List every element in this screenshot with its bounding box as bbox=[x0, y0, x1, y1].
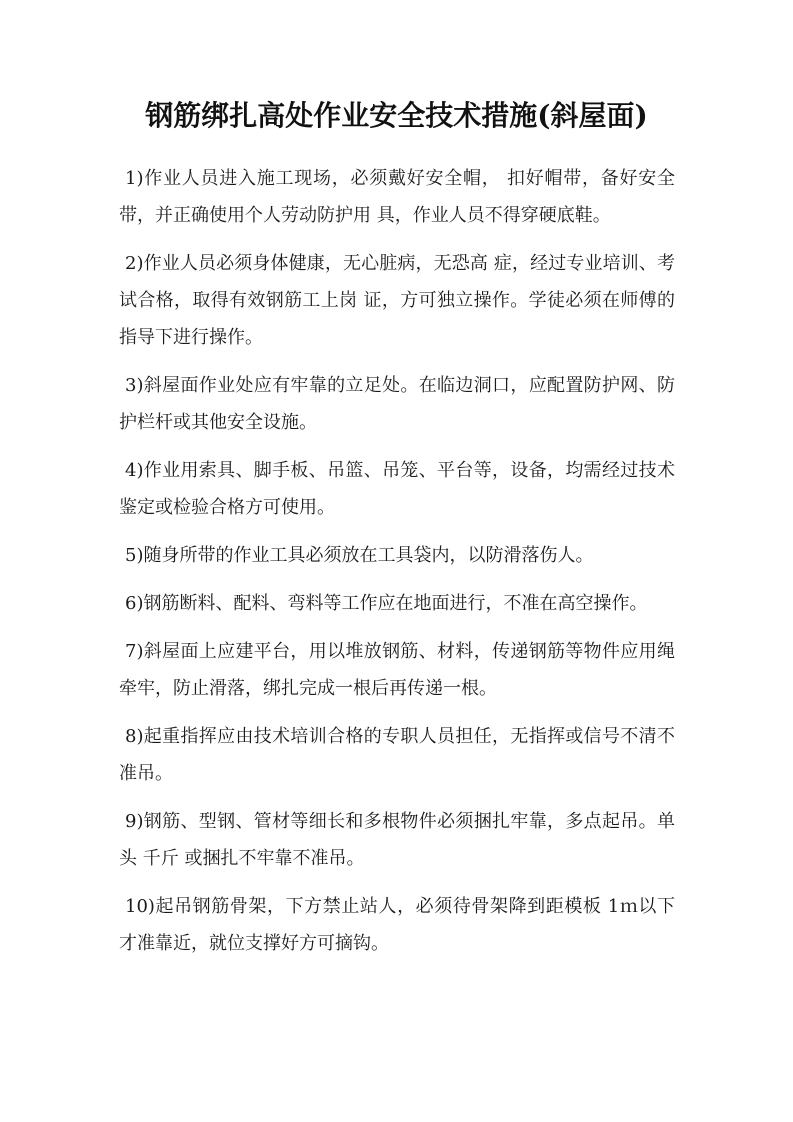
paragraph-2: 2)作业人员必须身体健康，无心脏病，无恐高 症，经过专业培训、考试合格，取得有效钢筋工上岗 证，方可独立操作。学徒必须在师傅的指导下进行操作。 bbox=[119, 253, 675, 348]
document-body bbox=[119, 160, 675, 973]
paragraph-9: 9)钢筋、型钢、管材等细长和多根物件必须捆扎牢靠，多点起吊。单头 千斤 或捆扎不牢靠不准吊。 bbox=[119, 811, 675, 869]
document-title: 钢筋绑扎高处作业安全技术措施(斜屋面) bbox=[145, 99, 648, 132]
paragraph-8: 8)起重指挥应由技术培训合格的专职人员担任，无指挥或信号不清不准吊。 bbox=[119, 726, 675, 784]
paragraph-6: 6)钢筋断料、配料、弯料等工作应在地面进行，不准在高空操作。 bbox=[125, 593, 648, 614]
paragraph-5: 5)随身所带的作业工具必须放在工具袋内，以防滑落伤人。 bbox=[125, 545, 594, 566]
paragraph-3: 3)斜屋面作业处应有牢靠的立足处。在临边洞口，应配置防护网、防护栏杆或其他安全设施。 bbox=[119, 375, 675, 433]
paragraph-4: 4)作业用索具、脚手板、吊篮、吊笼、平台等，设备，均需经过技术鉴定或检验合格方可使用。 bbox=[119, 460, 675, 518]
paragraph-10: 10)起吊钢筋骨架，下方禁止站人，必须待骨架降到距模板 1ｍ以下才准靠近，就位支撑好方可摘钩。 bbox=[119, 896, 675, 954]
paragraph-7: 7)斜屋面上应建平台，用以堆放钢筋、材料，传递钢筋等物件应用绳牵牢，防止滑落，绑扎完成一根后再传递一根。 bbox=[119, 641, 675, 699]
paragraph-1: 1)作业人员进入施工现场，必须戴好安全帽， 扣好帽带，备好安全带，并正确使用个人劳动防护用 具，作业人员不得穿硬底鞋。 bbox=[119, 168, 675, 226]
